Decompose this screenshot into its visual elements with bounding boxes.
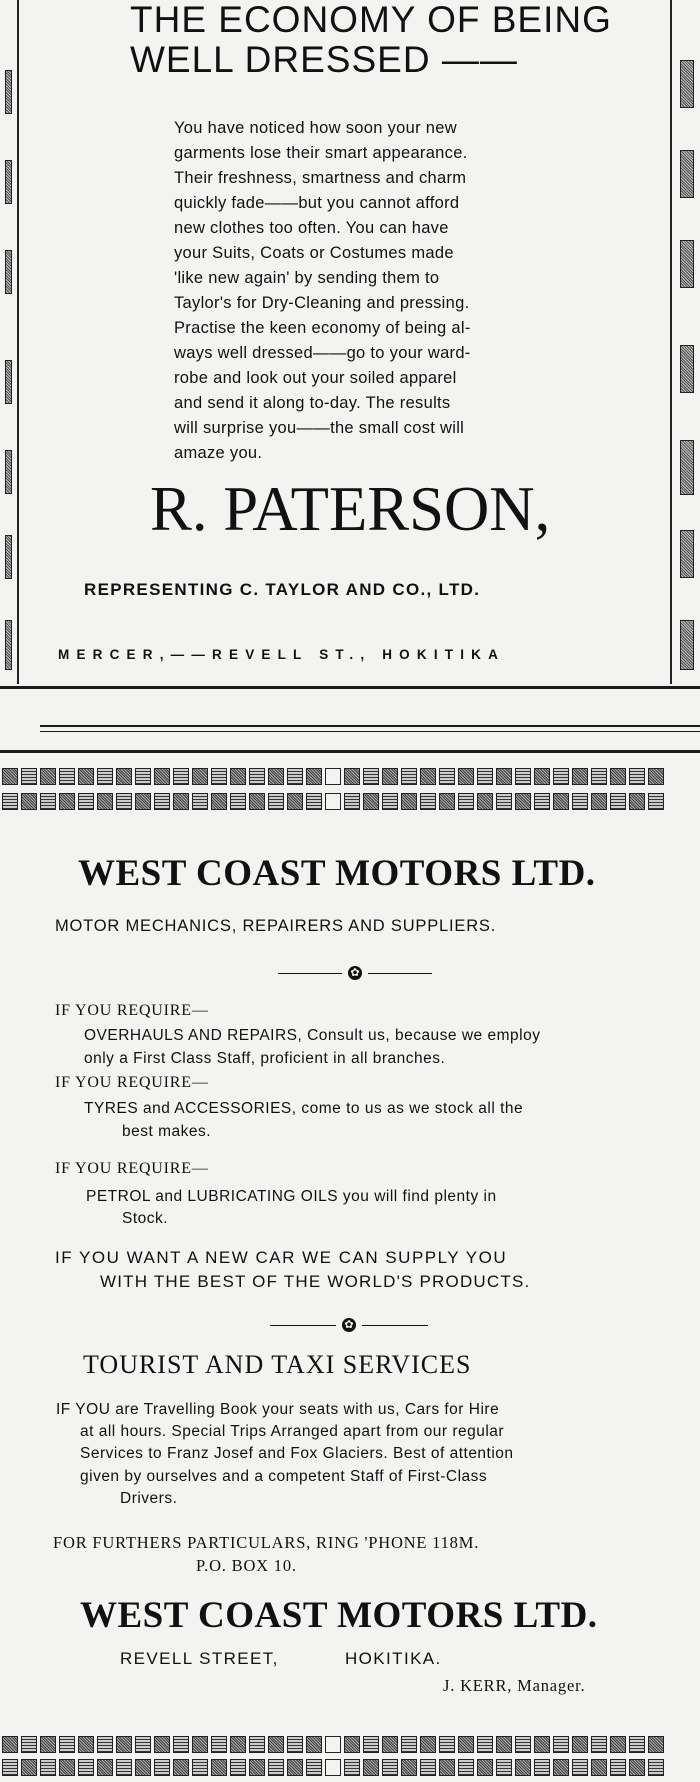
checker-cell: [496, 1736, 512, 1753]
checker-cell: [439, 793, 455, 810]
footer-company-title: WEST COAST MOTORS LTD.: [80, 1595, 598, 1636]
checker-cell: [173, 768, 189, 785]
checker-border-top: [0, 768, 700, 810]
new-car-line-2: WITH THE BEST OF THE WORLD'S PRODUCTS.: [100, 1272, 531, 1291]
checker-cell: [534, 768, 550, 785]
checker-cell: [287, 1759, 303, 1776]
checker-cell: [59, 1736, 75, 1753]
checker-cell: [135, 1759, 151, 1776]
checker-cell: [192, 793, 208, 810]
checker-cell: [173, 1736, 189, 1753]
body-line: amaze you.: [174, 444, 263, 462]
checker-cell: [287, 768, 303, 785]
checker-cell: [344, 793, 360, 810]
checker-cell: [116, 1736, 132, 1753]
service-line: TYRES and ACCESSORIES, come to us as we stock all the: [84, 1100, 524, 1117]
tourist-line: at all hours. Special Trips Arranged apart from our regular: [80, 1423, 505, 1440]
headline-line-2: WELL DRESSED ——: [130, 39, 518, 80]
checker-cell: [40, 768, 56, 785]
checker-cell: [477, 768, 493, 785]
checker-cell: [2, 1759, 18, 1776]
body-line: quickly fade——but you cannot afford: [174, 194, 460, 212]
checker-cell: [401, 1759, 417, 1776]
checker-cell: [534, 1759, 550, 1776]
checker-cell: [572, 1736, 588, 1753]
body-line: robe and look out your soiled apparel: [174, 369, 457, 387]
tourist-line: Services to Franz Josef and Fox Glaciers. Best of attention: [80, 1445, 514, 1462]
service-line: PETROL and LUBRICATING OILS you will find plenty in: [86, 1188, 497, 1205]
service-line: OVERHAULS AND REPAIRS, Consult us, because we employ: [84, 1027, 541, 1044]
checker-cell: [59, 768, 75, 785]
mercer-address-line: MERCER,——REVELL ST., HOKITIKA: [58, 647, 506, 662]
checker-cell: [629, 768, 645, 785]
checker-cell: [344, 768, 360, 785]
checker-cell: [173, 793, 189, 810]
body-line: Practise the keen economy of being al-: [174, 319, 471, 337]
checker-cell: [306, 768, 322, 785]
checker-cell: [116, 1759, 132, 1776]
body-line: and send it along to-day. The results: [174, 394, 451, 412]
checker-cell: [78, 1736, 94, 1753]
checker-cell: [21, 793, 37, 810]
divider-rule: [40, 725, 700, 727]
checker-cell: [211, 1736, 227, 1753]
checker-cell: [192, 1759, 208, 1776]
checker-cell: [230, 793, 246, 810]
checker-cell: [306, 1736, 322, 1753]
checker-cell: [553, 768, 569, 785]
checker-cell: [40, 1736, 56, 1753]
checker-cell: [439, 768, 455, 785]
checker-cell: [344, 1759, 360, 1776]
checker-cell: [420, 768, 436, 785]
checker-cell: [97, 768, 113, 785]
checker-cell: [515, 768, 531, 785]
checker-cell: [135, 1736, 151, 1753]
checker-cell: [97, 1759, 113, 1776]
checker-cell: [306, 1759, 322, 1776]
checker-cell: [230, 768, 246, 785]
checker-cell: [477, 1736, 493, 1753]
checker-cell: [78, 768, 94, 785]
headline-line-1: THE ECONOMY OF BEING: [130, 0, 612, 40]
checker-cell: [116, 768, 132, 785]
checker-cell: [515, 1736, 531, 1753]
checker-cell: [534, 793, 550, 810]
tourist-line: given by ourselves and a competent Staff of First-Class: [80, 1468, 488, 1485]
checker-cell: [2, 793, 18, 810]
checker-cell: [591, 793, 607, 810]
checker-cell: [325, 1759, 341, 1776]
checker-cell: [401, 768, 417, 785]
tourist-line: Drivers.: [120, 1490, 178, 1507]
service-line: only a First Class Staff, proficient in all branches.: [84, 1050, 446, 1067]
checker-cell: [477, 793, 493, 810]
checker-cell: [420, 793, 436, 810]
divider-rule: [0, 750, 700, 753]
checker-cell: [553, 793, 569, 810]
checker-cell: [477, 1759, 493, 1776]
checker-cell: [154, 1736, 170, 1753]
checker-cell: [439, 1759, 455, 1776]
checker-cell: [629, 1736, 645, 1753]
checker-cell: [648, 1736, 664, 1753]
require-label: IF YOU REQUIRE—: [55, 1074, 209, 1091]
town-address: HOKITIKA.: [345, 1649, 442, 1668]
checker-cell: [2, 1736, 18, 1753]
divider-rule: [40, 731, 700, 732]
checker-cell: [401, 1736, 417, 1753]
checker-cell: [268, 793, 284, 810]
checker-cell: [21, 1759, 37, 1776]
checker-cell: [268, 768, 284, 785]
body-line: garments lose their smart appearance.: [174, 144, 468, 162]
checker-cell: [21, 1736, 37, 1753]
right-border-strip: [680, 0, 694, 684]
checker-cell: [116, 793, 132, 810]
checker-cell: [610, 1736, 626, 1753]
divider-rule: [0, 686, 700, 689]
checker-cell: [325, 1736, 341, 1753]
checker-cell: [59, 1759, 75, 1776]
body-line: new clothes too often. You can have: [174, 219, 449, 237]
checker-cell: [249, 793, 265, 810]
checker-cell: [534, 1736, 550, 1753]
checker-cell: [610, 1759, 626, 1776]
require-label: IF YOU REQUIRE—: [55, 1002, 209, 1019]
body-line: your Suits, Coats or Costumes made: [174, 244, 454, 262]
checker-cell: [496, 768, 512, 785]
checker-cell: [249, 1759, 265, 1776]
checker-cell: [173, 1759, 189, 1776]
checker-cell: [2, 768, 18, 785]
checker-cell: [363, 1736, 379, 1753]
checker-cell: [382, 768, 398, 785]
checker-cell: [458, 1736, 474, 1753]
checker-cell: [230, 1736, 246, 1753]
checker-cell: [553, 1736, 569, 1753]
checker-cell: [458, 1759, 474, 1776]
checker-cell: [211, 768, 227, 785]
tourist-line: IF YOU are Travelling Book your seats with us, Cars for Hire: [56, 1401, 500, 1418]
checker-cell: [249, 768, 265, 785]
checker-border-bottom: [0, 1736, 700, 1776]
checker-cell: [648, 793, 664, 810]
checker-cell: [154, 1759, 170, 1776]
checker-cell: [287, 1736, 303, 1753]
tourist-heading: TOURIST AND TAXI SERVICES: [83, 1350, 472, 1379]
body-line: Their freshness, smartness and charm: [174, 169, 467, 187]
checker-cell: [515, 1759, 531, 1776]
checker-cell: [610, 768, 626, 785]
body-copy: [174, 116, 530, 466]
checker-cell: [230, 1759, 246, 1776]
body-line: will surprise you——the small cost will: [174, 419, 465, 437]
checker-cell: [268, 1736, 284, 1753]
checker-cell: [382, 793, 398, 810]
particulars-line: FOR FURTHERS PARTICULARS, RING 'PHONE 118M.: [53, 1533, 480, 1552]
checker-cell: [78, 1759, 94, 1776]
checker-cell: [420, 1759, 436, 1776]
checker-cell: [325, 793, 341, 810]
checker-cell: [401, 793, 417, 810]
checker-cell: [553, 1759, 569, 1776]
checker-cell: [382, 1759, 398, 1776]
ornament-divider: ✿: [278, 966, 432, 980]
checker-cell: [59, 793, 75, 810]
new-car-line-1: IF YOU WANT A NEW CAR WE CAN SUPPLY YOU: [55, 1248, 508, 1267]
checker-cell: [97, 793, 113, 810]
require-label: IF YOU REQUIRE—: [55, 1160, 209, 1177]
left-border-strip: [5, 0, 12, 684]
checker-cell: [154, 768, 170, 785]
checker-cell: [40, 793, 56, 810]
checker-cell: [287, 793, 303, 810]
checker-cell: [363, 1759, 379, 1776]
checker-cell: [325, 768, 341, 785]
checker-cell: [496, 793, 512, 810]
body-line: ways well dressed——go to your ward-: [174, 344, 471, 362]
checker-cell: [629, 793, 645, 810]
service-line: best makes.: [122, 1123, 212, 1140]
checker-cell: [629, 1759, 645, 1776]
company-subtitle: MOTOR MECHANICS, REPAIRERS AND SUPPLIERS.: [55, 917, 497, 935]
checker-cell: [192, 768, 208, 785]
checker-cell: [78, 793, 94, 810]
checker-cell: [40, 1759, 56, 1776]
checker-cell: [211, 1759, 227, 1776]
checker-cell: [21, 768, 37, 785]
checker-cell: [439, 1736, 455, 1753]
checker-cell: [192, 1736, 208, 1753]
checker-cell: [135, 793, 151, 810]
checker-cell: [458, 793, 474, 810]
representing-line: REPRESENTING C. TAYLOR AND CO., LTD.: [84, 580, 481, 599]
checker-cell: [154, 793, 170, 810]
checker-cell: [363, 768, 379, 785]
checker-cell: [610, 793, 626, 810]
checker-cell: [515, 793, 531, 810]
advertiser-name: R. PATERSON,: [150, 473, 551, 544]
checker-cell: [135, 768, 151, 785]
service-line: Stock.: [122, 1210, 169, 1227]
po-box-line: P.O. BOX 10.: [196, 1556, 297, 1575]
checker-cell: [572, 1759, 588, 1776]
checker-cell: [363, 793, 379, 810]
manager-signature: J. KERR, Manager.: [443, 1676, 586, 1695]
checker-cell: [591, 768, 607, 785]
checker-cell: [249, 1736, 265, 1753]
checker-cell: [97, 1736, 113, 1753]
checker-cell: [268, 1759, 284, 1776]
checker-cell: [344, 1736, 360, 1753]
checker-cell: [496, 1759, 512, 1776]
checker-cell: [306, 793, 322, 810]
checker-cell: [572, 768, 588, 785]
checker-cell: [648, 768, 664, 785]
body-line: You have noticed how soon your new: [174, 119, 457, 137]
body-line: 'like new again' by sending them to: [174, 269, 440, 287]
checker-cell: [382, 1736, 398, 1753]
checker-cell: [591, 1736, 607, 1753]
street-address: REVELL STREET,: [120, 1649, 279, 1668]
body-line: Taylor's for Dry-Cleaning and pressing.: [174, 294, 470, 312]
checker-cell: [458, 768, 474, 785]
checker-cell: [591, 1759, 607, 1776]
ornament-divider: ✿: [270, 1318, 428, 1332]
company-title: WEST COAST MOTORS LTD.: [78, 853, 596, 894]
checker-cell: [648, 1759, 664, 1776]
checker-cell: [211, 793, 227, 810]
right-border-line: [670, 0, 672, 684]
left-border-line: [17, 0, 19, 684]
checker-cell: [572, 793, 588, 810]
checker-cell: [420, 1736, 436, 1753]
